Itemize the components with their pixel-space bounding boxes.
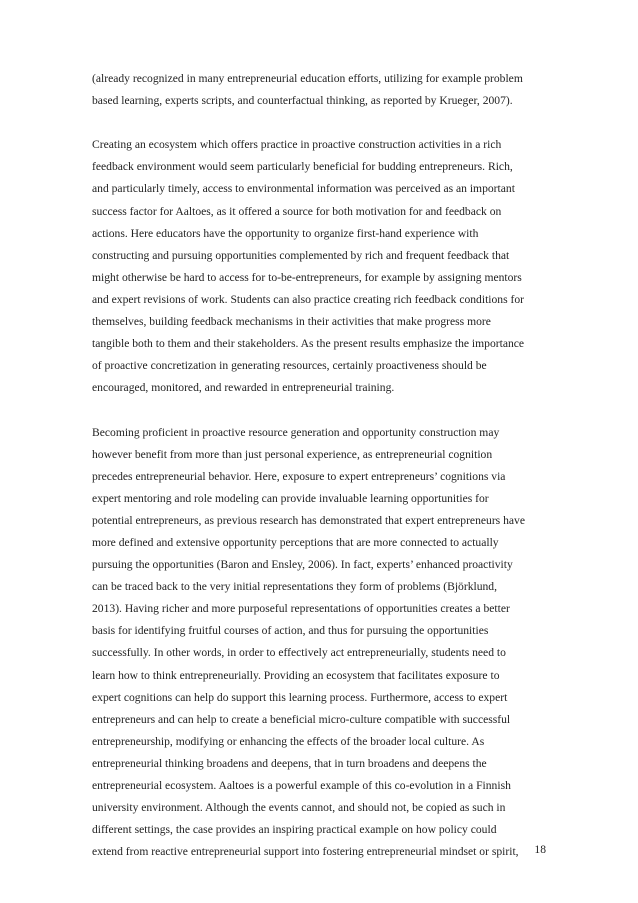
text-line: pursuing the opportunities (Baron and Ensley, 2006). In fact, experts’ enhanced proactivity (92, 558, 513, 572)
text-line: entrepreneurial ecosystem. Aaltoes is a powerful example of this co-evolution in a Finnish (92, 779, 511, 792)
text-line: successfully. In other words, in order to effectively act entrepreneurially, students need to (92, 646, 506, 660)
body-text (92, 68, 547, 863)
paragraph-gap (92, 112, 547, 134)
text-line: Becoming proficient in proactive resource generation and opportunity construction may (92, 425, 500, 439)
text-line: however benefit from more than just personal experience, as entrepreneurial cognition (92, 447, 493, 461)
text-line: university environment. Although the events cannot, and should not, be copied as such in (92, 801, 506, 815)
text-line: based learning, experts scripts, and counterfactual thinking, as reported by Krueger, 2007). (92, 94, 513, 108)
text-line: constructing and pursuing opportunities complemented by rich and frequent feedback that (92, 248, 510, 262)
text-line: more defined and extensive opportunity perceptions that are more connected to actually (92, 535, 499, 549)
text-line: entrepreneurs and can help to create a beneficial micro-culture compatible with successful (92, 712, 511, 726)
text-line: potential entrepreneurs, as previous research has demonstrated that expert entrepreneurs have (92, 513, 525, 527)
text-line: can be traced back to the very initial representations they form of problems (Björklund, (92, 580, 498, 594)
text-line: different settings, the case provides an inspiring practical example on how policy could (92, 823, 497, 837)
text-line: precedes entrepreneurial behavior. Here, exposure to expert entrepreneurs’ cognitions via (92, 469, 506, 483)
text-line: expert mentoring and role modeling can provide invaluable learning opportunities for (92, 491, 489, 505)
text-line: learn how to think entrepreneurially. Providing an ecosystem that facilitates exposure to (92, 668, 500, 682)
paragraph-gap (92, 399, 547, 421)
paragraph-3 (92, 422, 547, 864)
text-line: basis for identifying fruitful courses of action, and thus for pursuing the opportunities (92, 624, 489, 638)
text-line: of proactive concretization in generating resources, certainly proactiveness should be (92, 359, 487, 373)
text-line: expert cognitions can help do support this learning process. Furthermore, access to expert (92, 690, 508, 704)
text-line: and particularly timely, access to environmental information was perceived as an important (92, 182, 515, 196)
text-line: actions. Here educators have the opportunity to organize first-hand experience with (92, 226, 479, 240)
text-line: entrepreneurial thinking broadens and deepens, that in turn broadens and deepens the (92, 756, 487, 770)
text-line: (already recognized in many entrepreneurial education efforts, utilizing for example problem (92, 72, 523, 85)
text-line: entrepreneurship, modifying or enhancing the effects of the broader local culture. As (92, 734, 485, 748)
paragraph-1 (92, 68, 547, 112)
text-line: success factor for Aaltoes, as it offered a source for both motivation for and feedback on (92, 204, 502, 218)
page-number: 18 (534, 843, 546, 856)
text-line: feedback environment would seem particularly beneficial for budding entrepreneurs. Rich, (92, 160, 513, 174)
text-line: encouraged, monitored, and rewarded in entrepreneurial training. (92, 381, 395, 395)
text-line: 2013). Having richer and more purposeful representations of opportunities creates a better (92, 602, 510, 616)
text-line: might otherwise be hard to access for to-be-entrepreneurs, for example by assigning mentors (92, 270, 522, 284)
text-line: tangible both to them and their stakeholders. As the present results emphasize the importance (92, 337, 525, 351)
text-line: extend from reactive entrepreneurial support into fostering entrepreneurial mindset or spirit, (92, 845, 519, 859)
text-line: Creating an ecosystem which offers practice in proactive construction activities in a rich (92, 138, 502, 152)
text-line: themselves, building feedback mechanisms in their activities that make progress more (92, 315, 491, 329)
paragraph-2 (92, 134, 547, 399)
text-line: and expert revisions of work. Students can also practice creating rich feedback conditions for (92, 292, 525, 306)
